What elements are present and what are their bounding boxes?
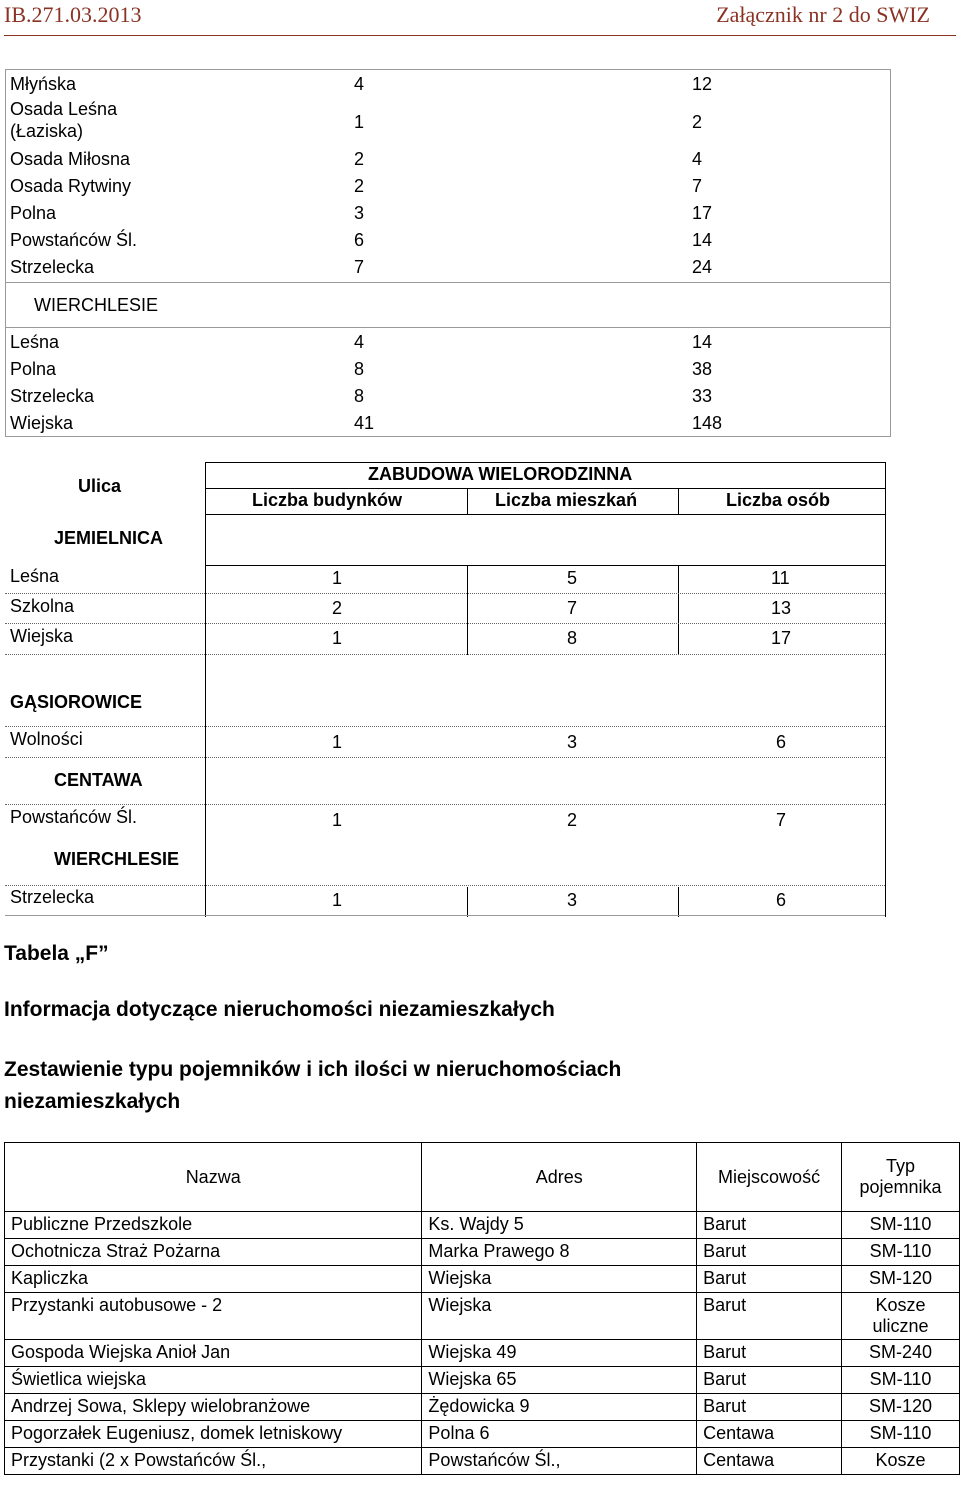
cell-name: Ochotnicza Straż Pożarna [5, 1239, 422, 1266]
street-name: Szkolna [10, 596, 75, 616]
apartments: 8 [567, 628, 578, 648]
count-b: 17 [692, 203, 713, 223]
persons: 6 [776, 890, 787, 910]
grid-line [467, 488, 468, 514]
count-b: 14 [692, 332, 713, 352]
count-b: 2 [692, 112, 703, 132]
cell-name: Przystanki autobusowe - 2 [5, 1293, 422, 1340]
col-buildings: Liczba budynków [252, 490, 403, 510]
count-a: 4 [354, 74, 365, 94]
grid-line [5, 915, 885, 916]
cell-address: Wiejska [422, 1266, 697, 1293]
street-name: Strzelecka [10, 887, 95, 907]
table-row [5, 1340, 960, 1367]
apartments: 2 [567, 810, 578, 830]
table-row [5, 1421, 960, 1448]
count-a: 3 [354, 203, 365, 223]
cell-type: SM-120 [842, 1266, 960, 1293]
cell-town: Barut [697, 1266, 842, 1293]
buildings: 1 [332, 732, 343, 752]
cell-type: SM-110 [842, 1239, 960, 1266]
cell-town: Barut [697, 1293, 842, 1340]
cell-type: Kosze uliczne [842, 1293, 960, 1340]
street-name: Powstańców Śl. [10, 230, 138, 250]
count-a: 4 [354, 332, 365, 352]
grid-line [678, 488, 679, 514]
cell-type: SM-240 [842, 1340, 960, 1367]
cell-address: Wiejska 65 [422, 1367, 697, 1394]
grid-line [678, 565, 679, 655]
count-a: 8 [354, 386, 365, 406]
section-label: WIERCHLESIE [34, 295, 159, 315]
jemielnica-label: JEMIELNICA [54, 528, 164, 548]
col-container-type: Typ pojemnika [842, 1143, 960, 1212]
grid-line [205, 565, 885, 566]
cell-town: Barut [697, 1394, 842, 1421]
grid-line [205, 462, 885, 463]
count-a: 8 [354, 359, 365, 379]
buildings: 1 [332, 628, 343, 648]
grid-line [467, 887, 468, 917]
street-name: Polna [10, 359, 57, 379]
cell-type: SM-120 [842, 1394, 960, 1421]
dotted-line [5, 593, 885, 594]
cell-address: Wiejska [422, 1293, 697, 1340]
apartments: 3 [567, 890, 578, 910]
containers-table [4, 1142, 960, 1475]
cell-name: Kapliczka [5, 1266, 422, 1293]
attachment-label: Załącznik nr 2 do SWIZ [716, 2, 930, 27]
street-name: Młyńska [10, 74, 77, 94]
apartments: 3 [567, 732, 578, 752]
count-b: 38 [692, 359, 713, 379]
cell-name: Gospoda Wiejska Anioł Jan [5, 1340, 422, 1367]
group-title: ZABUDOWA WIELORODZINNA [368, 464, 633, 484]
col-ulica: Ulica [78, 476, 122, 496]
buildings: 1 [332, 568, 343, 588]
count-a: 1 [354, 112, 365, 132]
col-town: Miejscowość [697, 1143, 842, 1212]
document-id: IB.271.03.2013 [4, 2, 142, 27]
dotted-line [5, 885, 885, 886]
cell-town: Barut [697, 1367, 842, 1394]
count-b: 33 [692, 386, 713, 406]
summary-heading: Zestawienie typu pojemników i ich ilości w nieruchomościach niezamieszkałych [4, 1058, 622, 1113]
count-b: 148 [692, 413, 723, 433]
cell-address: Powstańców Śl., [422, 1448, 697, 1475]
street-name: Wiejska [10, 626, 74, 646]
grid-line [205, 462, 206, 917]
cell-town: Centawa [697, 1421, 842, 1448]
count-a: 2 [354, 149, 365, 169]
centawa-label: CENTAWA [54, 770, 143, 790]
cell-name: Świetlica wiejska [5, 1367, 422, 1394]
street-name: Leśna [10, 566, 60, 586]
info-heading: Informacja dotyczące nieruchomości niezamieszkałych [4, 998, 555, 1021]
street-name: Wolności [10, 729, 83, 749]
persons: 6 [776, 732, 787, 752]
street-name: Leśna [10, 332, 60, 352]
street-name: Polna [10, 203, 57, 223]
count-b: 7 [692, 176, 703, 196]
streets-table-top [5, 69, 891, 437]
table-row [5, 1239, 960, 1266]
apartments: 5 [567, 568, 578, 588]
cell-town: Barut [697, 1239, 842, 1266]
table-row [5, 1293, 960, 1340]
count-a: 2 [354, 176, 365, 196]
cell-address: Żędowicka 9 [422, 1394, 697, 1421]
cell-address: Wiejska 49 [422, 1340, 697, 1367]
table-header-row [5, 1143, 960, 1212]
cell-type: Kosze [842, 1448, 960, 1475]
street-name: Powstańców Śl. [10, 807, 138, 827]
dotted-line [5, 623, 885, 624]
cell-name: Publiczne Przedszkole [5, 1212, 422, 1239]
street-name: Wiejska [10, 413, 74, 433]
count-a: 7 [354, 257, 365, 277]
cell-town: Centawa [697, 1448, 842, 1475]
buildings: 1 [332, 890, 343, 910]
cell-type: SM-110 [842, 1212, 960, 1239]
apartments: 7 [567, 598, 578, 618]
cell-address: Polna 6 [422, 1421, 697, 1448]
dotted-line [5, 804, 885, 805]
buildings: 2 [332, 598, 343, 618]
street-name: Strzelecka [10, 257, 95, 277]
buildings: 1 [332, 810, 343, 830]
dotted-line [5, 726, 885, 727]
cell-town: Barut [697, 1212, 842, 1239]
grid-line [678, 887, 679, 917]
cell-type: SM-110 [842, 1367, 960, 1394]
dotted-line [5, 654, 885, 655]
dotted-line [5, 757, 885, 758]
grid-line [205, 488, 885, 489]
count-b: 14 [692, 230, 713, 250]
persons: 17 [771, 628, 792, 648]
persons: 11 [771, 568, 790, 588]
count-b: 12 [692, 74, 713, 94]
cell-type: SM-110 [842, 1421, 960, 1448]
street-name: Osada Miłosna [10, 149, 131, 169]
multi-family-table [0, 462, 890, 917]
col-persons: Liczba osób [726, 490, 831, 510]
persons: 13 [771, 598, 792, 618]
col-apartments: Liczba mieszkań [495, 490, 638, 510]
count-b: 24 [692, 257, 713, 277]
wierchlesie-label: WIERCHLESIE [54, 849, 180, 869]
cell-address: Ks. Wajdy 5 [422, 1212, 697, 1239]
street-name: Osada Rytwiny [10, 176, 132, 196]
cell-name: Pogorzałek Eugeniusz, domek letniskowy [5, 1421, 422, 1448]
street-name: Strzelecka [10, 386, 95, 406]
grid-line [885, 462, 886, 917]
cell-name: Przystanki (2 x Powstańców Śl., [5, 1448, 422, 1475]
section-row [6, 282, 890, 328]
table-row [5, 1367, 960, 1394]
gasiorowice-label: GĄSIOROWICE [10, 692, 143, 712]
count-b: 4 [692, 149, 703, 169]
col-address: Adres [422, 1143, 697, 1212]
street-name: Osada Leśna (Łaziska) [10, 99, 118, 141]
count-a: 6 [354, 230, 365, 250]
cell-name: Andrzej Sowa, Sklepy wielobranżowe [5, 1394, 422, 1421]
header-rule [4, 35, 956, 36]
count-a: 41 [354, 413, 375, 433]
table-row [5, 1448, 960, 1475]
table-f-title: Tabela „F” [4, 942, 109, 965]
grid-line [467, 565, 468, 655]
persons: 7 [776, 810, 787, 830]
cell-town: Barut [697, 1340, 842, 1367]
cell-address: Marka Prawego 8 [422, 1239, 697, 1266]
col-name: Nazwa [5, 1143, 422, 1212]
table-row [5, 1212, 960, 1239]
table-row [5, 1266, 960, 1293]
grid-line [205, 514, 885, 515]
table-row [5, 1394, 960, 1421]
